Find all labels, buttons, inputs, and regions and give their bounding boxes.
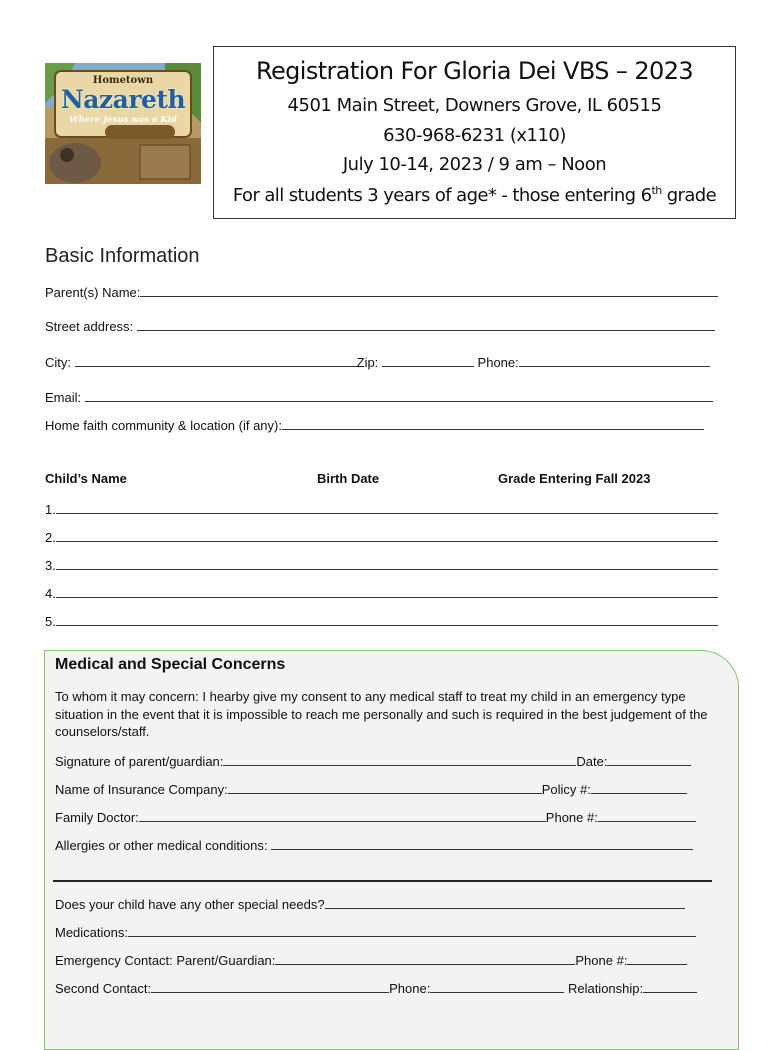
registration-header xyxy=(213,46,736,219)
child-row-number: 1. xyxy=(45,502,56,517)
doctor-phone-field[interactable] xyxy=(598,808,696,822)
event-dates: July 10-14, 2023 / 9 am – Noon xyxy=(342,154,607,175)
child-row-4 xyxy=(45,584,718,601)
faith-field[interactable] xyxy=(282,416,704,430)
child-row-field[interactable] xyxy=(56,500,718,514)
child-row-field[interactable] xyxy=(56,584,718,598)
basic-info-heading: Basic Information xyxy=(45,245,200,267)
church-address: 4501 Main Street, Downers Grove, IL 60515 xyxy=(287,95,662,116)
relationship-label: Relationship: xyxy=(567,981,644,996)
zip-label: Zip: xyxy=(356,355,379,370)
eligible-ages xyxy=(214,184,735,206)
second-contact-label: Second Contact: xyxy=(55,981,152,996)
child-row-number: 5. xyxy=(45,614,56,629)
medications-field[interactable] xyxy=(128,923,696,937)
allergies-field[interactable] xyxy=(271,836,693,850)
child-row-2 xyxy=(45,528,718,545)
second-phone-label: Phone: xyxy=(389,981,431,996)
emergency-phone-field[interactable] xyxy=(627,951,687,965)
emergency-contact-field[interactable] xyxy=(275,951,575,965)
street-field[interactable] xyxy=(137,317,715,331)
child-row-1 xyxy=(45,500,718,517)
phone-label: Phone: xyxy=(477,355,519,370)
street-row xyxy=(45,317,715,334)
section-divider xyxy=(53,880,712,882)
date-field[interactable] xyxy=(607,752,691,766)
insurance-label: Name of Insurance Company: xyxy=(55,782,228,797)
second-contact-row xyxy=(55,979,697,996)
child-row-field[interactable] xyxy=(56,528,718,542)
logo-main-text: Nazareth xyxy=(60,85,186,114)
faith-label: Home faith community & location (if any): xyxy=(45,418,282,433)
child-name-header: Child’s Name xyxy=(45,471,127,486)
email-row xyxy=(45,388,713,405)
signature-row xyxy=(55,752,691,769)
allergies-row xyxy=(55,836,693,853)
ages-superscript: th xyxy=(651,184,662,197)
parent-name-field[interactable] xyxy=(140,283,718,297)
allergies-label: Allergies or other medical conditions: xyxy=(55,838,268,853)
emergency-contact-row xyxy=(55,951,687,968)
second-contact-field[interactable] xyxy=(151,979,389,993)
consent-paragraph: To whom it may concern: I hearby give my consent to any medical staff to treat my child in an emergency type situation in the event that it is impossible to reach me personally and such is required in the best judgement of the counselors/staff. xyxy=(55,689,708,739)
child-row-5 xyxy=(45,612,718,629)
birth-date-header: Birth Date xyxy=(317,471,380,486)
relationship-field[interactable] xyxy=(643,979,697,993)
date-label: Date: xyxy=(576,754,608,769)
city-row xyxy=(45,353,710,370)
doctor-row xyxy=(55,808,696,825)
page-title: Registration For Gloria Dei VBS – 2023 xyxy=(255,57,694,85)
street-label: Street address: xyxy=(45,319,134,334)
child-row-field[interactable] xyxy=(56,612,718,626)
special-needs-row xyxy=(55,895,685,912)
child-row-field[interactable] xyxy=(56,556,718,570)
insurance-field[interactable] xyxy=(228,780,542,794)
child-row-number: 4. xyxy=(45,586,56,601)
email-label: Email: xyxy=(45,390,82,405)
logo-sub-text: Where Jesus was a Kid xyxy=(69,115,177,125)
doctor-phone-label: Phone #: xyxy=(545,810,598,825)
ages-suffix: grade xyxy=(661,185,717,206)
email-field[interactable] xyxy=(85,388,713,402)
medical-heading: Medical and Special Concerns xyxy=(55,656,286,673)
ages-text: For all students 3 years of age* - those entering 6 xyxy=(232,185,652,206)
policy-label: Policy #: xyxy=(541,782,591,797)
faith-row xyxy=(45,416,704,433)
child-row-number: 3. xyxy=(45,558,56,573)
logo-top-text: Hometown xyxy=(92,75,154,86)
special-needs-field[interactable] xyxy=(325,895,685,909)
insurance-row xyxy=(55,780,687,797)
policy-field[interactable] xyxy=(591,780,687,794)
medications-row xyxy=(55,923,696,940)
parent-name-label: Parent(s) Name: xyxy=(45,285,141,300)
doctor-field[interactable] xyxy=(139,808,546,822)
city-label: City: xyxy=(45,355,71,370)
special-needs-label: Does your child have any other special needs? xyxy=(55,897,325,912)
signature-field[interactable] xyxy=(223,752,576,766)
signature-label: Signature of parent/guardian: xyxy=(55,754,224,769)
medications-label: Medications: xyxy=(55,925,128,940)
second-phone-field[interactable] xyxy=(430,979,564,993)
grade-header: Grade Entering Fall 2023 xyxy=(498,471,651,486)
vbs-logo xyxy=(45,63,201,184)
child-row-3 xyxy=(45,556,718,573)
child-row-number: 2. xyxy=(45,530,56,545)
phone-field[interactable] xyxy=(519,353,710,367)
emergency-phone-label: Phone #: xyxy=(575,953,628,968)
church-phone: 630-968-6231 (x110) xyxy=(383,125,566,146)
emergency-contact-label: Emergency Contact: Parent/Guardian: xyxy=(55,953,276,968)
zip-field[interactable] xyxy=(382,353,474,367)
parent-name-row xyxy=(45,283,718,300)
city-field[interactable] xyxy=(75,353,357,367)
doctor-label: Family Doctor: xyxy=(55,810,139,825)
